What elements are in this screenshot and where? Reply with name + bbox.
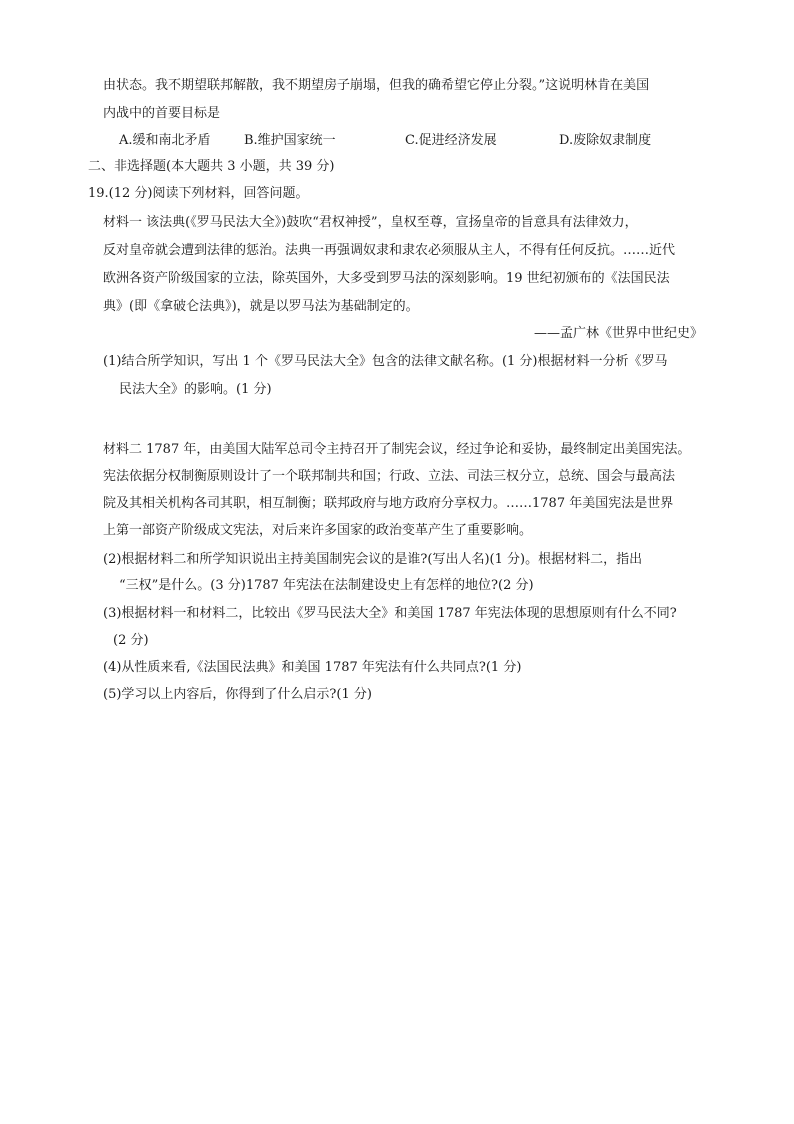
material-1-line-1: 材料一 该法典(《罗马民法大全》)鼓吹“君权神授”，皇权至尊，宣扬皇帝的旨意具有法律效力， bbox=[103, 215, 638, 230]
sub-question-2-line-1: (2)根据材料二和所学知识说出主持美国制宪会议的是谁?(写出人名)(1 分)。根据材料二，指出 bbox=[103, 552, 643, 567]
sub-question-3-line-1: (3)根据材料一和材料二，比较出《罗马民法大全》和美国 1787 年宪法体现的思想原则有什么不同? bbox=[103, 606, 677, 621]
sub-question-3-line-2: (2 分) bbox=[113, 633, 149, 648]
material-2-line-4: 上第一部资产阶级成文宪法，对后来许多国家的政治变革产生了重要影响。 bbox=[103, 523, 533, 538]
prev-question-text-line-1: 由状态。我不期望联邦解散，我不期望房子崩塌，但我的确希望它停止分裂。”这说明林肯在美国 bbox=[103, 78, 650, 93]
question-19-stem: 19.(12 分)阅读下列材料，回答问题。 bbox=[88, 186, 309, 201]
material-1-line-2: 反对皇帝就会遭到法律的惩治。法典一再强调奴隶和隶农必须服从主人，不得有任何反抗。……近代 bbox=[103, 243, 676, 258]
material-1-line-3: 欧洲各资产阶级国家的立法，除英国外，大多受到罗马法的深刻影响。19 世纪初颁布的《法国民法 bbox=[103, 271, 670, 286]
option-b: B.维护国家统一 bbox=[244, 133, 336, 148]
sub-question-5: (5)学习以上内容后，你得到了什么启示?(1 分) bbox=[103, 687, 372, 702]
section-heading: 二、非选择题(本大题共 3 小题，共 39 分) bbox=[88, 159, 335, 174]
material-2-line-3: 院及其相关机构各司其职，相互制衡；联邦政府与地方政府分享权力。……1787 年美国宪法是世界 bbox=[103, 496, 674, 511]
prev-question-text-line-2: 内战中的首要目标是 bbox=[103, 106, 221, 121]
material-2-line-2: 宪法依据分权制衡原则设计了一个联邦制共和国；行政、立法、司法三权分立，总统、国会与最高法 bbox=[103, 469, 676, 484]
option-a: A.缓和南北矛盾 bbox=[119, 133, 211, 148]
sub-question-1-line-1: (1)结合所学知识，写出 1 个《罗马民法大全》包含的法律文献名称。(1 分)根据材料一分析《罗马 bbox=[103, 354, 668, 369]
sub-question-2-line-2: “三权”是什么。(3 分)1787 年宪法在法制建设史上有怎样的地位?(2 分) bbox=[119, 578, 534, 593]
option-d: D.废除奴隶制度 bbox=[559, 133, 652, 148]
material-2-line-1: 材料二 1787 年，由美国大陆军总司令主持召开了制宪会议，经过争论和妥协，最终制定出美国宪法。 bbox=[103, 442, 691, 457]
sub-question-4: (4)从性质来看,《法国民法典》和美国 1787 年宪法有什么共同点?(1 分) bbox=[103, 660, 522, 675]
sub-question-1-line-2: 民法大全》的影响。(1 分) bbox=[119, 382, 272, 397]
option-c: C.促进经济发展 bbox=[405, 133, 497, 148]
material-1-source: ——孟广林《世界中世纪史》 bbox=[534, 326, 704, 341]
material-1-line-4: 典》(即《拿破仑法典》)，就是以罗马法为基础制定的。 bbox=[103, 299, 419, 314]
